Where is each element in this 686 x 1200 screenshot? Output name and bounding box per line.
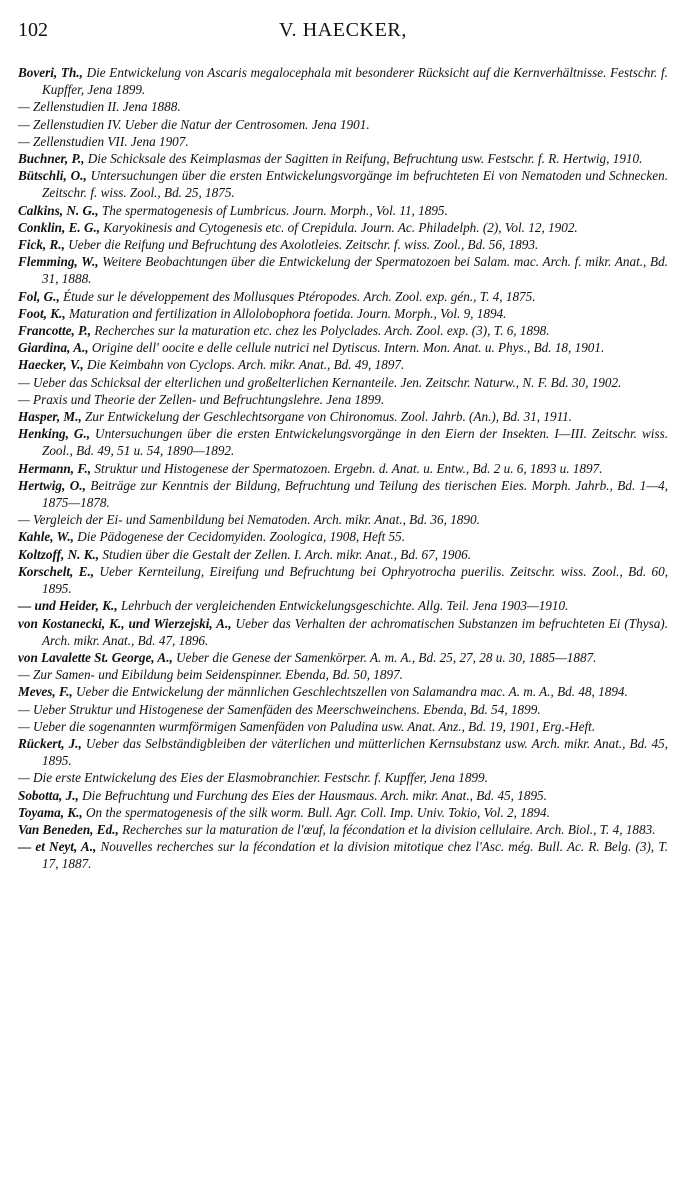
reference-entry [18, 683, 668, 700]
reference-entry [18, 821, 668, 838]
reference-entry [18, 133, 668, 150]
reference-author: Hertwig, O., [18, 477, 86, 493]
reference-entry [18, 202, 668, 219]
reference-text: Lehrbuch der vergleichenden Entwickelungsgeschichte. Allg. Teil. Jena 1903—1910. [117, 598, 569, 614]
reference-author: — und Heider, K., [18, 598, 118, 614]
reference-entry [18, 408, 668, 425]
reference-author: Koltzoff, N. K., [18, 546, 100, 562]
reference-entry [18, 701, 668, 718]
reference-entry [18, 735, 668, 769]
reference-text: Studien über die Gestalt der Zellen. I. Arch. mikr. Anat., Bd. 67, 1906. [99, 546, 471, 562]
reference-author: Fick, R., [18, 237, 65, 253]
reference-entry [18, 528, 668, 545]
reference-text: — Vergleich der Ei- und Samenbildung bei Nematoden. Arch. mikr. Anat., Bd. 36, 1890. [18, 512, 480, 528]
reference-entry [18, 322, 668, 339]
reference-text: Recherches sur la maturation de l'œuf, la fécondation et la division cellulaire. Arch. Biol., T. 4, 1883. [118, 821, 656, 837]
reference-entry [18, 98, 668, 115]
reference-text: The spermatogenesis of Lumbricus. Journ. Morph., Vol. 11, 1895. [98, 202, 448, 218]
reference-author: Buchner, P., [18, 151, 85, 167]
reference-author: Toyama, K., [18, 804, 83, 820]
reference-text: Ueber die Genese der Samenkörper. A. m. A., Bd. 25, 27, 28 u. 30, 1885—1887. [172, 649, 597, 665]
reference-text: — Zellenstudien II. Jena 1888. [18, 99, 181, 115]
reference-entry [18, 718, 668, 735]
reference-text: Origine dell' oocite e delle cellule nutrici nel Dytiscus. Intern. Mon. Anat. u. Phys., Bd. 18, 1901. [88, 340, 605, 356]
reference-entry [18, 391, 668, 408]
reference-entry [18, 219, 668, 236]
reference-author: Flemming, W., [18, 254, 99, 270]
reference-entry [18, 615, 668, 649]
reference-entry [18, 425, 668, 459]
reference-text: Ueber das Verhalten der achromatischen Substanzen im befruchteten Ei (Thysa). Arch. mikr. Anat., Bd. 47, 1896. [42, 615, 668, 648]
reference-text: Die Keimbahn von Cyclops. Arch. mikr. Anat., Bd. 49, 1897. [83, 357, 405, 373]
reference-author: Haecker, V., [18, 357, 84, 373]
reference-entry [18, 236, 668, 253]
reference-text: — Zellenstudien IV. Ueber die Natur der Centrosomen. Jena 1901. [18, 116, 370, 132]
reference-entry [18, 150, 668, 167]
reference-author: Foot, K., [18, 305, 66, 321]
reference-text: Struktur und Histogenese der Spermatozoen. Ergebn. d. Anat. u. Entw., Bd. 2 u. 6, 1893 u. 1897. [91, 460, 603, 476]
reference-entry [18, 288, 668, 305]
reference-text: — Zur Samen- und Eibildung beim Seidenspinner. Ebenda, Bd. 50, 1897. [18, 667, 403, 683]
reference-text: Weitere Beobachtungen über die Entwickelung der Spermatozoen bei Salam. mac. Arch. f. mikr. Anat., Bd. 31, 1888. [42, 254, 669, 287]
reference-author: Meves, F., [18, 684, 73, 700]
reference-entry [18, 64, 668, 98]
reference-entry [18, 511, 668, 528]
reference-author: Korschelt, E., [18, 563, 95, 579]
reference-entry [18, 305, 668, 322]
reference-entry [18, 804, 668, 821]
reference-entry [18, 769, 668, 786]
reference-text: — Ueber Struktur und Histogenese der Samenfäden des Meerschweinchens. Ebenda, Bd. 54, 1899. [18, 701, 541, 717]
reference-author: Conklin, E. G., [18, 219, 101, 235]
reference-text: Karyokinesis and Cytogenesis etc. of Crepidula. Journ. Ac. Philadelph. (2), Vol. 12, 1902. [100, 219, 578, 235]
reference-author: Van Beneden, Ed., [18, 821, 119, 837]
reference-text: Ueber Kernteilung, Eireifung und Befruchtung bei Ophryotrocha puerilis. Zeitschr. wiss. Zool., Bd. 60, 1895. [42, 563, 668, 597]
reference-entry [18, 787, 668, 804]
reference-text: Untersuchungen über die ersten Entwickelungsvorgänge in den Eiern der Insekten. I—III. Zeitschr. wiss. Zool., Bd. 49, 51 u. 54, 1890—1892. [42, 426, 669, 459]
reference-text: Maturation and fertilization in Allolobophora foetida. Journ. Morph., Vol. 9, 1894. [65, 305, 507, 321]
reference-author: Boveri, Th., [18, 65, 83, 80]
reference-entry [18, 167, 668, 201]
reference-text: Die Schicksale des Keimplasmas der Sagitten in Reifung, Befruchtung usw. Festschr. f. R. Hertwig, 1910. [84, 151, 643, 167]
reference-author: Hasper, M., [18, 409, 82, 425]
reference-text: — Praxis und Theorie der Zellen- und Befruchtungslehre. Jena 1899. [18, 391, 385, 407]
reference-text: Die Pädogenese der Cecidomyiden. Zoologica, 1908, Heft 55. [73, 529, 406, 545]
reference-entry [18, 597, 668, 614]
reference-entry [18, 666, 668, 683]
reference-list [18, 64, 668, 873]
reference-text: Untersuchungen über die ersten Entwickelungsvorgänge im befruchteten Ei von Nematoden und Schnecken. Zeitschr. f. wiss. Zool., Bd. 25, 1875. [42, 168, 668, 201]
reference-entry [18, 116, 668, 133]
reference-entry [18, 339, 668, 356]
reference-author: — et Neyt, A., [18, 839, 97, 855]
reference-author: Giardina, A., [18, 340, 89, 356]
page-number: 102 [18, 19, 48, 41]
reference-entry [18, 649, 668, 666]
reference-text: Étude sur le développement des Mollusques Ptéropodes. Arch. Zool. exp. gén., T. 4, 1875. [59, 288, 536, 304]
reference-author: Fol, G., [18, 288, 60, 304]
reference-text: — Zellenstudien VII. Jena 1907. [18, 133, 189, 149]
reference-text: — Ueber die sogenannten wurmförmigen Samenfäden von Paludina usw. Anat. Anz., Bd. 19, 1901, Erg.-Heft. [18, 718, 596, 734]
reference-text: — Ueber das Schicksal der elterlichen und großelterlichen Kernanteile. Jen. Zeitschr. Naturw., N. F. Bd. 30, 1902. [18, 374, 622, 390]
page-header [0, 0, 686, 62]
reference-author: von Kostanecki, K., und Wierzejski, A., [18, 615, 232, 631]
reference-entry [18, 546, 668, 563]
reference-entry [18, 253, 668, 287]
reference-entry [18, 838, 668, 872]
reference-text: On the spermatogenesis of the silk worm. Bull. Agr. Coll. Imp. Univ. Tokio, Vol. 2, 1894. [82, 804, 550, 820]
reference-text: Ueber das Selbständigbleiben der väterlichen und mütterlichen Kernsubstanz usw. Arch. mikr. Anat., Bd. 45, 1895. [42, 735, 668, 769]
reference-text: Ueber die Entwickelung der männlichen Geschlechtszellen von Salamandra mac. A. m. A., Bd. 48, 1894. [72, 684, 628, 700]
reference-text: Die Entwickelung von Ascaris megalocephala mit besonderer Rücksicht auf die Kernverhältnisse. Festschr. f. Kupffer, Jena 1899. [42, 65, 668, 98]
reference-text: Beiträge zur Kenntnis der Bildung, Befruchtung und Teilung des tierischen Eies. Morph. Jahrb., Bd. 1—4, 1875—1878. [42, 477, 668, 511]
reference-author: Francotte, P., [18, 323, 92, 339]
reference-author: Kahle, W., [18, 529, 74, 545]
reference-text: Zur Entwickelung der Geschlechtsorgane von Chironomus. Zool. Jahrb. (An.), Bd. 31, 1911. [81, 409, 573, 425]
reference-text: Ueber die Reifung und Befruchtung des Axolotleies. Zeitschr. f. wiss. Zool., Bd. 56, 1893. [64, 237, 539, 253]
reference-author: Sobotta, J., [18, 787, 79, 803]
reference-text: Recherches sur la maturation etc. chez les Polyclades. Arch. Zool. exp. (3), T. 6, 1898. [91, 323, 550, 339]
reference-entry [18, 374, 668, 391]
reference-text: Nouvelles recherches sur la fécondation et la division mitotique chez l'Asc. még. Bull. Ac. R. Belg. (3), T. 17, 1887. [42, 839, 669, 872]
reference-author: Bütschli, O., [18, 168, 87, 184]
running-title: V. HAECKER, [279, 19, 407, 41]
reference-author: von Lavalette St. George, A., [18, 649, 173, 665]
reference-entry [18, 356, 668, 373]
reference-author: Henking, G., [18, 426, 91, 442]
reference-entry [18, 460, 668, 477]
reference-entry [18, 563, 668, 597]
reference-text: — Die erste Entwickelung des Eies der Elasmobranchier. Festschr. f. Kupffer, Jena 1899. [18, 770, 488, 786]
reference-author: Calkins, N. G., [18, 202, 99, 218]
reference-entry [18, 477, 668, 511]
reference-author: Hermann, F., [18, 460, 92, 476]
reference-author: Rückert, J., [18, 735, 82, 751]
reference-text: Die Befruchtung und Furchung des Eies der Hausmaus. Arch. mikr. Anat., Bd. 45, 1895. [78, 787, 547, 803]
